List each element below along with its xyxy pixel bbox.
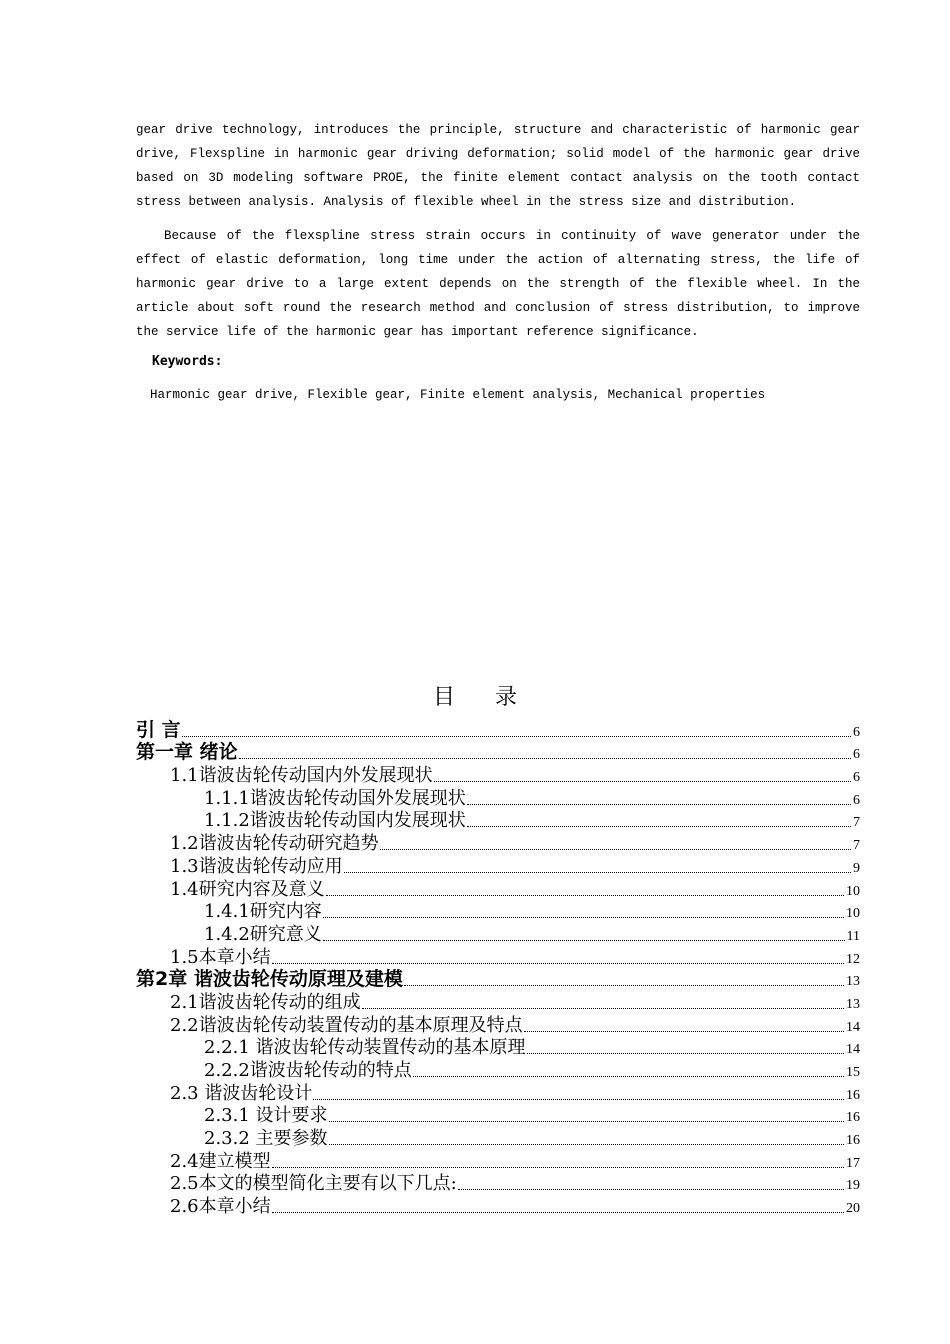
toc-entry-page: 17 (846, 1155, 860, 1171)
toc-entry[interactable] (136, 786, 860, 809)
toc-entry-page: 14 (846, 1019, 860, 1035)
toc-entry-label: 1.1.2谐波齿轮传动国内发展现状 (204, 810, 466, 832)
toc-entry-label: 2.1谐波齿轮传动的组成 (170, 991, 361, 1013)
toc-entry[interactable] (136, 809, 860, 832)
toc-entry[interactable] (136, 1013, 860, 1036)
toc-entry-page: 16 (846, 1087, 860, 1103)
toc-entry-page: 6 (853, 792, 860, 808)
toc-title: 目录 (432, 685, 557, 710)
toc-entry[interactable] (136, 1104, 860, 1127)
dot-leader (182, 736, 851, 737)
toc-entry[interactable] (136, 900, 860, 923)
toc-entry-label: 2.3 谐波齿轮设计 (170, 1082, 313, 1104)
dot-leader (326, 895, 844, 896)
toc-entry-label: 1.1.1谐波齿轮传动国外发展现状 (204, 787, 466, 809)
toc-entry-page: 20 (846, 1201, 860, 1217)
toc-entry[interactable] (136, 763, 860, 786)
toc-entry-label: 1.3谐波齿轮传动应用 (170, 855, 343, 877)
toc-entry[interactable] (136, 718, 860, 741)
dot-leader (524, 1031, 844, 1032)
toc-entry[interactable] (136, 945, 860, 968)
toc-entry[interactable] (136, 1081, 860, 1104)
toc-entry[interactable] (136, 990, 860, 1013)
dot-leader (467, 826, 851, 827)
dot-leader (329, 1144, 844, 1145)
toc-entry-label: 2.2.2谐波齿轮传动的特点 (204, 1060, 412, 1081)
toc-entry[interactable] (136, 922, 860, 945)
toc-entry-label: 2.3.1 设计要求 (204, 1105, 328, 1127)
dot-leader (272, 1167, 844, 1168)
toc-entry[interactable] (136, 877, 860, 900)
toc-entry-label: 2.6本章小结 (170, 1196, 271, 1218)
toc-entry[interactable] (136, 1149, 860, 1172)
toc-entry-label: 1.5本章小结 (170, 946, 271, 968)
toc-entry-label: 2.4建立模型 (170, 1150, 271, 1172)
toc-entry-label: 2.5本文的模型简化主要有以下几点: (170, 1173, 457, 1195)
toc-entry-page: 6 (853, 770, 860, 786)
dot-leader (344, 872, 851, 873)
toc-entry-page: 10 (846, 906, 860, 922)
toc-entry-page: 16 (846, 1133, 860, 1149)
toc-entry-page: 7 (853, 838, 860, 854)
dot-leader (458, 1189, 844, 1190)
toc-entry-label: 2.2谐波齿轮传动装置传动的基本原理及特点 (170, 1014, 523, 1036)
toc-entry-page: 10 (846, 883, 860, 899)
dot-leader (527, 1053, 844, 1054)
dot-leader (323, 940, 845, 941)
toc-entry-page: 6 (853, 724, 860, 740)
dot-leader (362, 1008, 844, 1009)
toc-entry-page: 11 (846, 928, 860, 944)
dot-leader (329, 1121, 844, 1122)
table-of-contents (136, 718, 860, 1217)
toc-entry-label: 2.3.2 主要参数 (204, 1128, 328, 1150)
toc-entry-label: 1.4.1研究内容 (204, 901, 322, 923)
keywords-text: Harmonic gear drive, Flexible gear, Finite element analysis, Mechanical properties (150, 388, 766, 402)
toc-entry[interactable] (136, 741, 860, 764)
toc-entry-label: 1.2谐波齿轮传动研究趋势 (170, 833, 379, 855)
toc-entry-label: 1.4研究内容及意义 (170, 878, 325, 900)
dot-leader (413, 1076, 844, 1077)
toc-entry[interactable] (136, 854, 860, 877)
toc-entry-label: 第2章 谐波齿轮传动原理及建模 (136, 968, 403, 991)
abstract-paragraph-1: gear drive technology, introduces the principle, structure and characteristic of harmonic gear drive, Flexspline in harmonic gear driving deformation; solid model of the harmonic gear drive based on 3D modeling software PROE, the finite element contact analysis on the tooth contact stress between analysis. Analysis of flexible wheel in the stress size and distribution. (136, 123, 860, 209)
toc-entry[interactable] (136, 1172, 860, 1195)
toc-entry[interactable] (136, 1036, 860, 1059)
toc-entry[interactable] (136, 1194, 860, 1217)
dot-leader (467, 804, 851, 805)
dot-leader (380, 849, 851, 850)
toc-entry-page: 16 (846, 1110, 860, 1126)
dot-leader (272, 1212, 844, 1213)
toc-entry[interactable] (136, 831, 860, 854)
toc-entry-page: 7 (853, 815, 860, 831)
toc-entry-page: 19 (846, 1178, 860, 1194)
toc-entry-label: 1.1谐波齿轮传动国内外发展现状 (170, 765, 433, 787)
toc-entry[interactable] (136, 968, 860, 991)
toc-entry-label: 1.4.2研究意义 (204, 923, 322, 945)
toc-entry-label: 第一章 绪论 (136, 741, 238, 764)
toc-entry-page: 13 (846, 974, 860, 990)
toc-entry-page: 12 (846, 951, 860, 967)
toc-entry-page: 13 (846, 996, 860, 1012)
dot-leader (272, 963, 844, 964)
dot-leader (313, 1099, 844, 1100)
dot-leader (404, 985, 844, 986)
toc-entry-page: 9 (853, 860, 860, 876)
keywords-label: Keywords: (152, 354, 223, 369)
toc-entry-label: 2.2.1 谐波齿轮传动装置传动的基本原理 (204, 1037, 526, 1059)
toc-entry[interactable] (136, 1058, 860, 1081)
dot-leader (434, 781, 851, 782)
dot-leader (323, 917, 844, 918)
toc-entry[interactable] (136, 1126, 860, 1149)
toc-entry-page: 6 (853, 747, 860, 763)
dot-leader (239, 758, 851, 759)
toc-entry-label: 引 言 (136, 718, 181, 741)
abstract-paragraph-2: Because of the flexspline stress strain occurs in continuity of wave generator under the effect of elastic deformation, long time under the action of alternating stress, the life of harmonic gear drive to a large extent depends on the strength of the flexible wheel. In the article about soft round the research method and conclusion of stress distribution, to improve the service life of the harmonic gear has important reference significance. (136, 229, 860, 339)
toc-entry-page: 14 (846, 1042, 860, 1058)
abstract-text (136, 118, 860, 344)
toc-entry-page: 15 (846, 1065, 860, 1080)
